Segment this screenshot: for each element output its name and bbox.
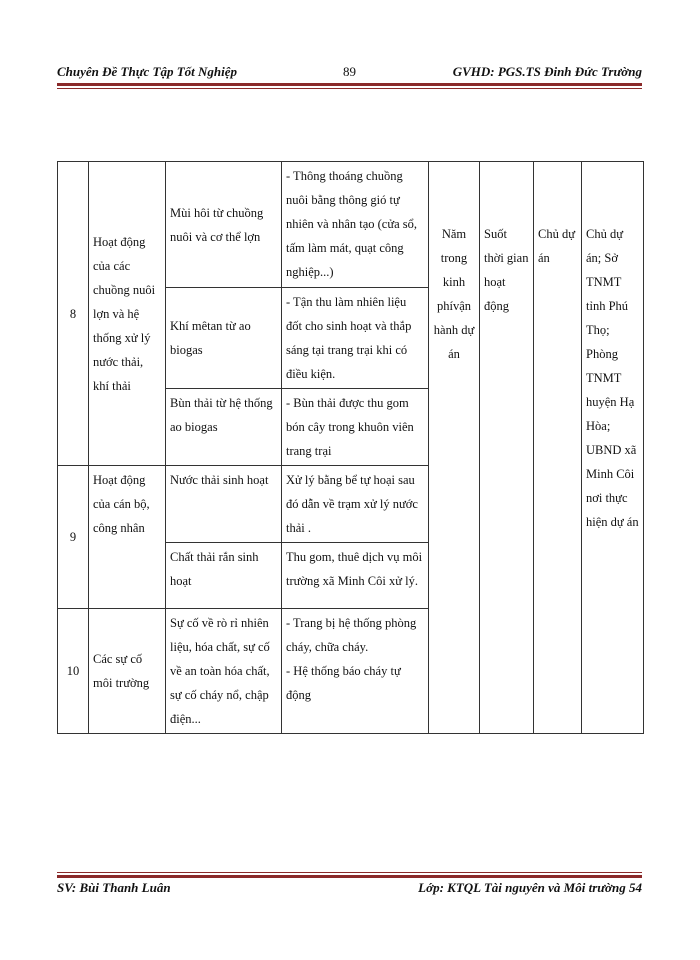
header-rule-thin [57, 88, 642, 89]
supervisor-cell: Chủ dự án; Sở TNMT tỉnh Phú Thọ; Phòng TNMT huyện Hạ Hòa; UBND xã Minh Côi nơi thực hiện dự án [582, 162, 644, 734]
impact-cell: Mùi hôi từ chuồng nuôi và cơ thể lợn [166, 162, 282, 288]
activity-cell: Các sự cố môi trường [89, 609, 166, 734]
impact-cell: Chất thải rắn sinh hoạt [166, 543, 282, 609]
row-number: 9 [58, 466, 89, 609]
time-cell: Năm trong kinh phívận hành dự án [429, 162, 480, 734]
row-number: 8 [58, 162, 89, 466]
measure-cell: - Bùn thải được thu gom bón cây trong khuôn viên trang trại [282, 389, 429, 466]
responsible-cell: Chủ dự án [534, 162, 582, 734]
environmental-measures-table [57, 161, 644, 734]
header-rule-thick [57, 83, 642, 86]
footer-student-name: SV: Bùi Thanh Luân [57, 880, 171, 895]
row-number: 10 [58, 609, 89, 734]
table-row [58, 162, 644, 288]
measure-cell: Thu gom, thuê dịch vụ môi trường xã Minh Côi xử lý. [282, 543, 429, 609]
activity-cell: Hoạt động của cán bộ, công nhân [89, 466, 166, 609]
header-document-title: Chuyên Đề Thực Tập Tốt Nghiệp [57, 64, 238, 79]
footer-class-name: Lớp: KTQL Tài nguyên và Môi trường 54 [418, 880, 642, 895]
period-cell: Suốt thời gian hoạt động [480, 162, 534, 734]
measure-cell: Xử lý bằng bể tự hoại sau đó dẫn về trạm xử lý nước thải . [282, 466, 429, 543]
page-footer [57, 880, 642, 900]
impact-cell: Bùn thải từ hệ thống ao biogas [166, 389, 282, 466]
impact-cell: Nước thải sinh hoạt [166, 466, 282, 543]
activity-cell: Hoạt động của các chuồng nuôi lợn và hệ thống xử lý nước thải, khí thải [89, 162, 166, 466]
measure-cell: - Thông thoáng chuồng nuôi bằng thông gió tự nhiên và nhân tạo (cửa sổ, tấm làm mát, quạt công nghiệp...) [282, 162, 429, 288]
impact-cell: Khí mêtan từ ao biogas [166, 288, 282, 389]
page-header [57, 58, 642, 82]
header-supervisor: GVHD: PGS.TS Đinh Đức Trường [452, 64, 642, 79]
footer-rule-thin [57, 872, 642, 873]
measure-cell: - Tận thu làm nhiên liệu đốt cho sinh hoạt và thắp sáng tại trang trại khi có điều kiện. [282, 288, 429, 389]
impact-cell: Sự cố về rò rỉ nhiên liệu, hóa chất, sự cố về an toàn hóa chất, sự cố cháy nổ, chập điện... [166, 609, 282, 734]
footer-rule-thick [57, 875, 642, 878]
header-page-number: 89 [343, 64, 356, 79]
measure-cell: - Trang bị hệ thống phòng cháy, chữa cháy. - Hệ thống báo cháy tự động [282, 609, 429, 734]
